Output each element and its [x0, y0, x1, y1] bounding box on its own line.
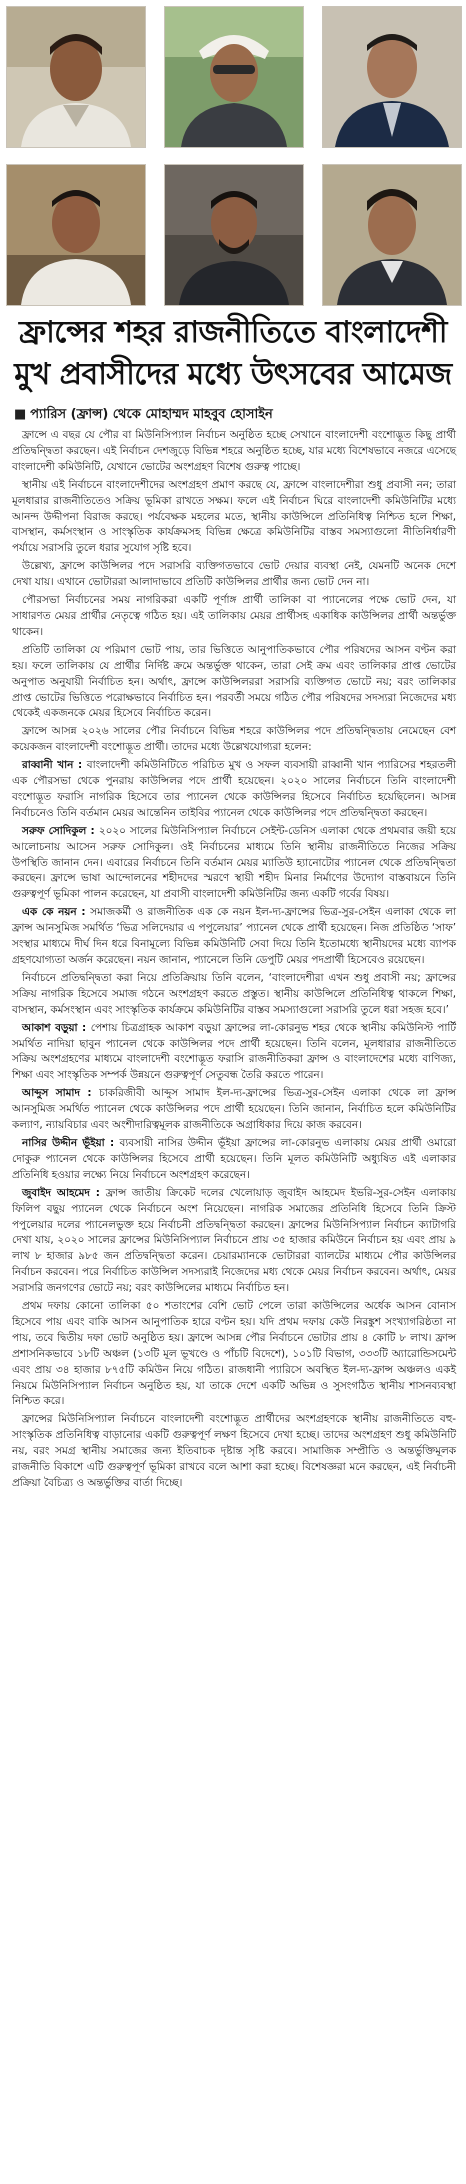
- paragraph-text: প্রতিটি তালিকা যে পরিমাণ ভোট পায়, তার ভিত্তিতে আনুপাতিকভাবে পৌর পরিষদের আসন বণ্টন করা হয়। ফলে তালিকায় যে প্রার্থীর নির্দিষ্ট ক্রমে অন্তর্ভুক্ত থাকেন, তারা সেই ক্রম এবং তালিকার প্রাপ্ত ভোটের অনুপাত অনুযায়ী নির্বাচিত হন। অর্থাৎ, ফ্রান্সে কাউন্সিলররা সরাসরি ব্যক্তিগত ভোটে নয়; বরং তালিকার প্রাপ্ত ভোটের ভিত্তিতে পরোক্ষভাবে নির্বাচিত হন। পরবর্তী সময়ে গঠিত পৌর পরিষদের সদস্যরা নিজেদের মধ্য থেকেই একজনকে মেয়র হিসেবে নির্বাচিত করেন।: [12, 643, 456, 720]
- candidate-name: এক কে নয়ন :: [22, 906, 91, 919]
- candidate-name: নাসির উদ্দীন ভূঁইয়া :: [22, 1136, 120, 1149]
- article-paragraph: [12, 824, 456, 904]
- paragraph-text: প্রথম দফায় কোনো তালিকা ৫০ শতাংশের বেশি ভোট পেলে তারা কাউন্সিলের অর্ধেক আসন বোনাস হিসেবে পায় এবং বাকি আসন আনুপাতিক হারে বণ্টন হয়। যদি প্রথম দফায় কেউ নিরঙ্কুশ সংখ্যাগরিষ্ঠতা না পায়, তবে দ্বিতীয় দফা ভোট অনুষ্ঠিত হয়। ফ্রান্সে আসন্ন পৌর নির্বাচনে ভোটার প্রায় ৪ কোটি ৮ লাখ। ফ্রান্স প্রশাসনিকভাবে ১৮টি অঞ্চল (১৩টি মূল ভূখণ্ডে ও পাঁচটি বিদেশে), ১০১টি বিভাগ, ৩৩৩টি অ্যারোন্ডিসমেন্ট এবং প্রায় ৩৪ হাজার ৮৭৫টি কমিউন নিয়ে গঠিত। রাজধানী প্যারিসে অবস্থিত ইল-দ্য-ফ্রান্স অঞ্চলও একই নিয়মে মিউনিসিপ্যাল নির্বাচন অনুষ্ঠিত হয়, যা তাকে দেশে একটি অভিন্ন ও সুসংগঠিত স্থানীয় শাসনব্যবস্থা নিশ্চিত করে।: [12, 1300, 456, 1408]
- paragraph-text: পৌরসভা নির্বাচনের সময় নাগরিকরা একটি পূর্ণাঙ্গ প্রার্থী তালিকা বা প্যানেলের পক্ষে ভোট দেন, যা সাধারণত মেয়র প্রার্থীর নেতৃত্বে গঠিত হয়। এই তালিকায় মেয়র প্রার্থীসহ একাধিক কাউন্সিলর প্রার্থী অন্তর্ভুক্ত থাকেন।: [12, 594, 456, 638]
- bullet-icon: ■: [14, 407, 27, 422]
- article-paragraph: [12, 724, 456, 756]
- paragraph-text: সমাজকর্মী ও রাজনীতিক এক কে নয়ন ইল-দ্য-ফ্রান্সের ভিত্র-সুর-সেইন এলাকা থেকে লা ফ্রান্স আনসুমিজ সমর্থিত ‘ভিত্র সলিদেয়ার এ পপুলেয়ার’ প্যানেল থেকে প্রার্থী হয়েছেন। নিজ প্রতিষ্ঠিত ‘সাফ’ সংস্থার মাধ্যমে দীর্ঘ দিন ধরে বিনামূল্যে বিভিন্ন কমিউনিটি সেবা দিয়ে তিনি ইতোমধ্যে স্থানীয়দের মধ্যে ব্যাপক গ্রহণযোগ্যতা অর্জন করেছেন। নয়ন জানান, প্যানেলে তিনি ডেপুটি মেয়র পদপ্রার্থী হিসেবেও রয়েছেন।: [12, 906, 457, 966]
- article-paragraph: [12, 758, 456, 822]
- candidate-photo-3: [322, 6, 462, 148]
- paragraph-text: ফ্রান্সের মিউনিসিপ্যাল নির্বাচনে বাংলাদেশী বংশোদ্ভূত প্রার্থীদের অংশগ্রহণকে স্থানীয় রাজনীতিতে বহু-সাংস্কৃতিক প্রতিনিধিত্ব বাড়ানোর একটি গুরুত্বপূর্ণ লক্ষণ হিসেবে দেখা হচ্ছে। তাদের অংশগ্রহণ শুধু কমিউনিটি নয়, বরং সমগ্র স্থানীয় সমাজের জন্য ইতিবাচক দৃষ্টান্ত সৃষ্টি করবে। সামাজিক সম্প্রীতি ও অন্তর্ভুক্তিমূলক রাজনীতি বিকাশে এটি গুরুত্বপূর্ণ ভূমিকা রাখবে বলে আশা করা হচ্ছে। বিশেষজ্ঞরা মনে করছেন, এই নির্বাচনী প্রক্রিয়া বৈচিত্র্য ও অন্তর্ভুক্তির বার্তা দিচ্ছে।: [12, 1413, 456, 1489]
- article-paragraph: [12, 1412, 456, 1492]
- candidate-name: রাব্বানী খান :: [22, 759, 87, 772]
- paragraph-text: নির্বাচনে প্রতিদ্বন্দ্বিতা করা নিয়ে প্রতিক্রিয়ায় তিনি বলেন, ‘বাংলাদেশীরা এখন শুধু প্রবাসী নয়; ফ্রান্সের সক্রিয় নাগরিক হিসেবে সমাজ গঠনে অংশগ্রহণ করতে প্রস্তুত। স্থানীয় কাউন্সিলে প্রতিনিধিত্ব থাকলে শিক্ষা, বাসস্থান, কর্মসংস্থান এবং সাংস্কৃতিক কার্যক্রমে কমিউনিটির বাস্তব সমস্যাগুলো সরাসরি তুলে ধরা সহজ হবে।’: [12, 971, 456, 1016]
- article-paragraph: [12, 971, 456, 1019]
- candidate-name: জুবাইদ আহমেদ :: [22, 1186, 106, 1199]
- article-body: [12, 428, 456, 1494]
- paragraph-text: ২০২০ সালের মিউনিসিপ্যাল নির্বাচনে সেইন্ট-ডেনিস এলাকা থেকে প্রথমবার জয়ী হয়ে আলোচনায় আসেন সরুফ সোদিকুল। ওই নির্বাচনের মাধ্যমে তিনি স্থানীয় রাজনীতিতে নিজের সক্রিয় উপস্থিতি জানান দেন। এবারের নির্বাচনে তিনি বর্তমান মেয়র ম্যাতিউ হ্যানোটোর প্যানেল থেকে প্রতিদ্বন্দ্বিতা করছেন। ফ্রান্সে ভাষা আন্দোলনের শহীদদের স্মরণে স্থায়ী শহীদ মিনার নির্মাণের উদ্যোগ বাস্তবায়নে তিনি গুরুত্বপূর্ণ ভূমিকা পালন করেছেন, যা প্রবাসী বাংলাদেশী কমিউনিটির জন্য একটি গর্বের বিষয়।: [12, 824, 456, 901]
- candidate-name: আব্দুস সামাদ :: [22, 1087, 100, 1100]
- article-paragraph: [12, 428, 456, 476]
- article-paragraph: [12, 643, 456, 723]
- paragraph-text: স্থানীয় এই নির্বাচনে বাংলাদেশীদের অংশগ্রহণ প্রমাণ করছে যে, ফ্রান্সে বাংলাদেশীরা শুধু প্রবাসী নন; তারা মূলধারার রাজনীতিতেও সক্রিয় ভূমিকা রাখতে সক্ষম। ফলে এই নির্বাচন ঘিরে বাংলাদেশী কমিউনিটির মধ্যে আনন্দ উদ্দীপনা বিরাজ করছে। পর্যবেক্ষক মহলের মতে, স্থানীয় কাউন্সিলে প্রতিনিধিত্ব নিশ্চিত হলে শিক্ষা, বাসস্থান, কর্মসংস্থান ও সাংস্কৃতিক কার্যক্রমসহ বিভিন্ন ক্ষেত্রে কমিউনিটির বাস্তব সমস্যাগুলো নীতিনির্ধারণী পর্যায়ে সরাসরি তুলে ধরার সুযোগ সৃষ্টি হবে।: [12, 478, 456, 555]
- candidate-photo-6: [322, 164, 462, 306]
- candidate-photo-5: [164, 164, 304, 306]
- article-paragraph: [12, 593, 456, 641]
- headline: ফ্রান্সের শহর রাজনীতিতে বাংলাদেশী মুখ প্রবাসীদের মধ্যে উৎসবের আমেজ: [14, 315, 452, 392]
- article-paragraph: [12, 478, 456, 558]
- photo-grid: [6, 6, 460, 306]
- candidate-name: সরুফ সোদিকুল :: [22, 824, 99, 837]
- paragraph-text: বাংলাদেশী কমিউনিটিতে পরিচিত মুখ ও সফল ব্যবসায়ী রাব্বানী খান প্যারিসের শহরতলী এক পৌরসভা থেকে পুনরায় কাউন্সিলর পদে প্রার্থী হয়েছেন। ২০২০ সালের নির্বাচনে তিনি বাংলাদেশী বংশোদ্ভূত ফরাসি নাগরিক হিসেবে তার প্যানেল থেকে কাউন্সিলর হিসেবে নির্বাচিত হয়েছিলেন। আসন্ন নির্বাচনেও তিনি বর্তমান মেয়র আন্তেনিন তাইবির প্যানেল থেকে কাউন্সিলর পদে প্রতিদ্বন্দ্বিতা করছেন।: [12, 759, 457, 819]
- article-paragraph: [12, 1299, 456, 1410]
- article-paragraph: [12, 1086, 456, 1134]
- paragraph-text: উল্লেখ্য, ফ্রান্সে কাউন্সিলর পদে সরাসরি ব্যক্তিগতভাবে ভোট দেয়ার ব্যবস্থা নেই, যেমনটি অনেক দেশে দেখা যায়। এখানে ভোটাররা আলাদাভাবে প্রতিটি কাউন্সিলর প্রার্থীর জন্য ভোট দেন না।: [12, 560, 456, 589]
- byline-text: প্যারিস (ফ্রান্স) থেকে মোহাম্মদ মাহবুব হোসাইন: [30, 407, 273, 422]
- article-paragraph: [12, 1021, 456, 1085]
- article-paragraph: [12, 1186, 456, 1297]
- article-paragraph: [12, 1136, 456, 1184]
- paragraph-text: ব্যবসায়ী নাসির উদ্দীন ভূঁইয়া ফ্রান্সের লা-কোরনুভ এলাকায় মেয়র প্রার্থী ওমারো দোকুরু প্যানেল থেকে কাউন্সিলর হিসেবে প্রার্থী হয়েছেন। তিনি মূলত কমিউনিটি অধ্যুষিত এই এলাকার প্রতিনিধি হওয়ার লক্ষ্যে নিয়ে নির্বাচনে অংশগ্রহণ করেছেন।: [12, 1136, 456, 1181]
- candidate-photo-4: [6, 164, 146, 306]
- candidate-photo-2: [164, 6, 304, 148]
- article-paragraph: [12, 559, 456, 591]
- paragraph-text: ফ্রান্সে এ বছর যে পৌর বা মিউনিসিপ্যাল নির্বাচন অনুষ্ঠিত হচ্ছে সেখানে বাংলাদেশী বংশোদ্ভূত কিছু প্রার্থী প্রতিদ্বন্দ্বিতা করছেন। এই নির্বাচন দেশজুড়ে বিভিন্ন শহরে অনুষ্ঠিত হচ্ছে, যার মধ্যে বিশেষভাবে নজরে এসেছে বাংলাদেশী কমিউনিটি, যেখানে ভোটের অংশগ্রহণ বিশেষ গুরুত্ব পাচ্ছে।: [12, 429, 456, 473]
- paragraph-text: ফ্রান্সে আসন্ন ২০২৬ সালের পৌর নির্বাচনে বিভিন্ন শহরে কাউন্সিলর পদে প্রতিদ্বন্দ্বিতায় নেমেছেন বেশ কয়েকজন বাংলাদেশী বংশোদ্ভূত প্রার্থী। তাদের মধ্যে উল্লেখযোগ্যরা হলেন:: [12, 725, 456, 754]
- paragraph-text: ফ্রান্স জাতীয় ক্রিকেট দলের খেলোয়াড় জুবাইদ আহমেদ ইভরি-সুর-সেইন এলাকায় ফিলিপ বছুয় প্যানেল থেকে নির্বাচনে অংশ নিয়েছেন। নাগরিক সমাজের প্রতিনিধি হিসেবে তিনি ক্রিস্ট পপুলেয়ার দলের প্যানেলভুক্ত হয়ে নির্বাচনী প্রতিদ্বন্দ্বিতা করছেন। ফ্রান্সের মিউনিসিপ্যাল নির্বাচন ক্যাটাগরি দেখা যায়, ২০২০ সালের ফ্রান্সের মিউনিসিপ্যাল নির্বাচনে প্রায় ৩৫ হাজার কমিউনে নির্বাচন হয় এবং প্রায় ৯ লাখ ৮ হাজার ৯৮৫ জন প্রতিদ্বন্দ্বিতা করেন। চেয়ারম্যানকে ভোটাররা ব্যালটের মাধ্যমে পৌর কাউন্সিলর নির্বাচন করবেন। পরে নির্বাচিত কাউন্সিল সদস্যরাই নিজেদের মধ্য থেকে মেয়র নির্বাচন করবেন। অর্থাৎ, মেয়র সরাসরি জনগণের ভোটে নয়; বরং কাউন্সিলের মাধ্যমে নির্বাচিত হন।: [12, 1186, 456, 1295]
- byline: [14, 406, 454, 424]
- paragraph-text: চাকরিজীবী আব্দুস সামাদ ইল-দ্য-ফ্রান্সের ভিত্র-সুর-সেইন এলাকা থেকে লা ফ্রান্স আনসুমিজ সমর্থিত প্যানেল থেকে কাউন্সিলর পদে প্রার্থী হয়েছেন। তিনি জানান, নির্বাচিত হলে কমিউনিটির কল্যাণ, ন্যায়বিচার এবং অংশীদারিত্বমূলক রাজনীতিকে অগ্রাধিকার দিয়ে কাজ করবেন।: [12, 1087, 456, 1132]
- article-paragraph: [12, 905, 456, 969]
- candidate-name: আকাশ বড়ুয়া :: [22, 1021, 91, 1034]
- candidate-photo-1: [6, 6, 146, 148]
- paragraph-text: পেশায় চিত্রগ্রাহক আকাশ বড়ুয়া ফ্রান্সের লা-কোরনুভ শহর থেকে স্থানীয় কমিউনিস্ট পার্টি সমর্থিত নাদিয়া ছাবুন প্যানেল থেকে কাউন্সিলর পদে প্রার্থী হয়েছেন। তিনি বলেন, মূলধারার রাজনীতিতে সক্রিয় অংশগ্রহণের মাধ্যমে বাংলাদেশী বংশোদ্ভূত ফরাসি রাজনীতিকরা ফ্রান্স ও বাংলাদেশের মধ্যে বাণিজ্য, শিক্ষা এবং সাংস্কৃতিক সম্পর্ক উন্নয়নে গুরুত্বপূর্ণ সেতুবন্ধ তৈরি করতে পারেন।: [12, 1021, 456, 1082]
